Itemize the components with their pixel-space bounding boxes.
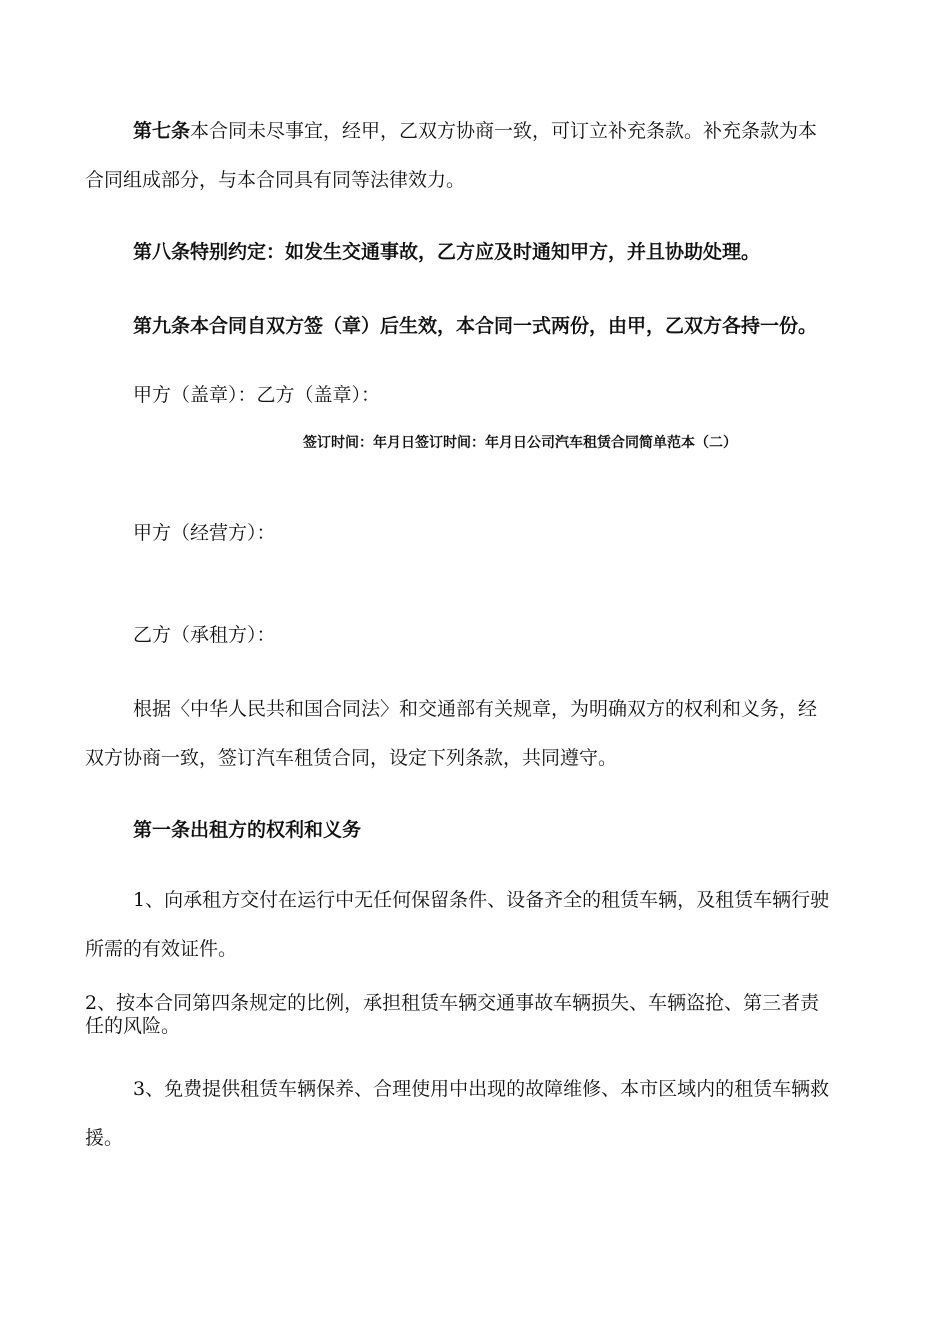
- clause-7-text: 本合同未尽事宜，经甲，乙双方协商一致，可订立补充条款。补充条款为本: [190, 120, 818, 142]
- item-2-line-2: 任的风险。: [85, 1015, 181, 1037]
- party-a-label: 甲方（经营方）：: [133, 522, 276, 544]
- item-2-line-1: 2、按本合同第四条规定的比例，承担租赁车辆交通事故车辆损失、车辆盗抢、第三者责: [85, 992, 820, 1014]
- sign-time-title: 签订时间：年月日签订时间：年月日公司汽车租赁合同简单范本（二）: [303, 435, 737, 451]
- party-b-label: 乙方（承租方）：: [133, 624, 276, 646]
- clause-7-heading: 第七条: [133, 120, 191, 142]
- item-1-line-1: 1、向承租方交付在运行中无任何保留条件、设备齐全的租赁车辆，及租赁车辆行驶: [133, 889, 830, 911]
- seal-line: 甲方（盖章）：乙方（盖章）：: [133, 384, 381, 406]
- item-3-line-2: 援。: [85, 1127, 124, 1149]
- clause-9: 第九条本合同自双方签（章）后生效，本合同一式两份，由甲，乙双方各持一份。: [133, 315, 818, 337]
- preamble-line-1: 根据〈中华人民共和国合同法〉和交通部有关规章，为明确双方的权利和义务，经: [133, 698, 818, 720]
- clause-7-line-2: 合同组成部分，与本合同具有同等法律效力。: [85, 169, 466, 191]
- article-1-heading: 第一条出租方的权利和义务: [133, 819, 362, 841]
- clause-8: 第八条特别约定：如发生交通事故，乙方应及时通知甲方，并且协助处理。: [133, 241, 761, 263]
- preamble-line-2: 双方协商一致，签订汽车租赁合同，设定下列条款，共同遵守。: [85, 747, 618, 769]
- item-3-line-1: 3、免费提供租赁车辆保养、合理使用中出现的故障维修、本市区域内的租赁车辆救: [133, 1078, 830, 1100]
- item-1-line-2: 所需的有效证件。: [85, 938, 238, 960]
- clause-7-line-1: [133, 119, 893, 143]
